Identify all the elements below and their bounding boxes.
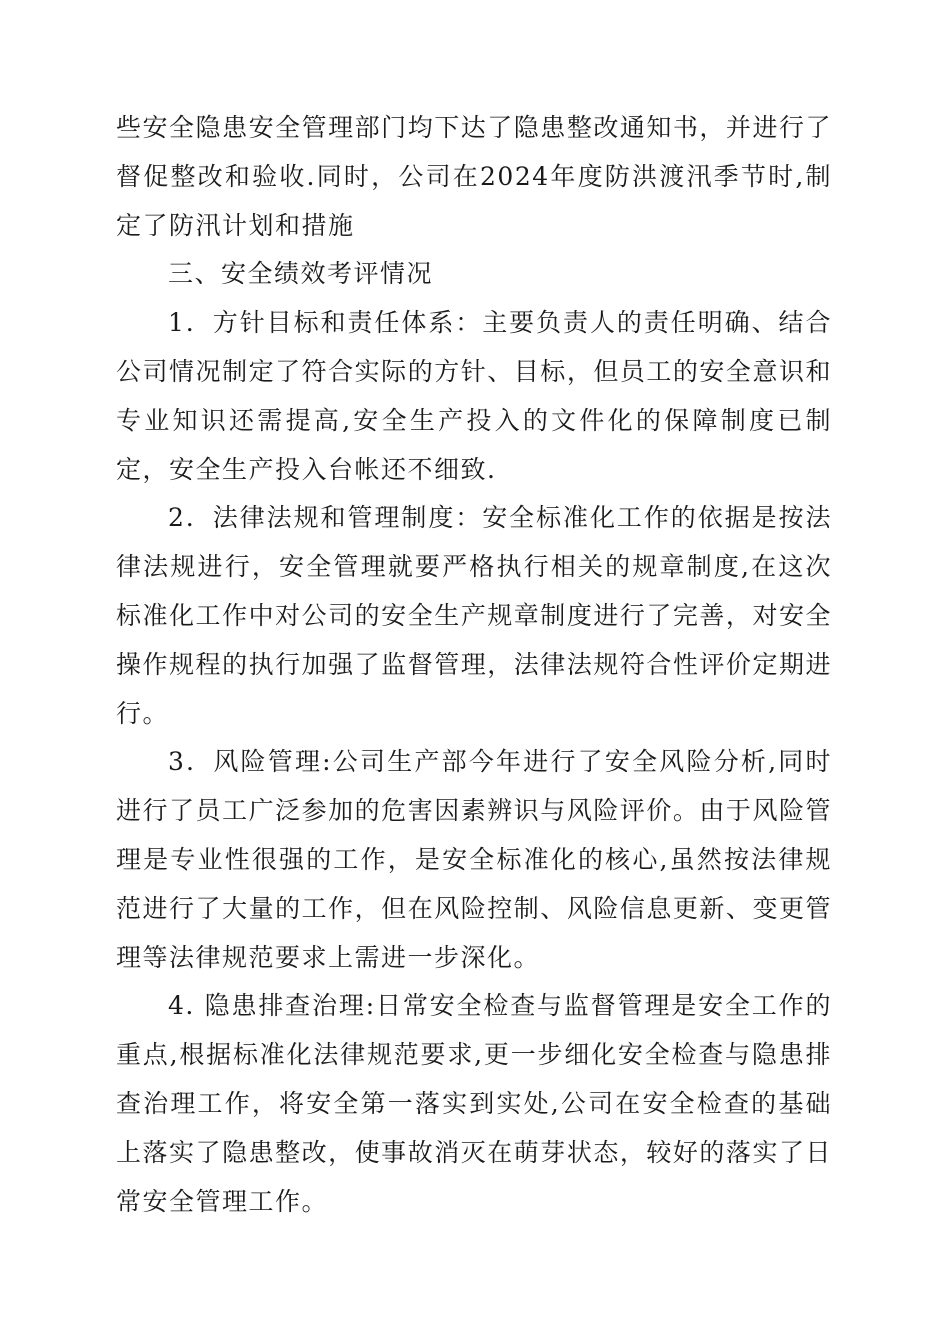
- item-paragraph-4: 4. 隐患排查治理:日常安全检查与监督管理是安全工作的重点,根据标准化法律规范要求,更一步细化安全检查与隐患排查治理工作，将安全第一落实到实处,公司在安全检查的基础上落实了隐患整改，使事故消灭在萌芽状态，较好的落实了日常安全管理工作。: [116, 991, 832, 1216]
- continuation-paragraph: 些安全隐患安全管理部门均下达了隐患整改通知书，并进行了督促整改和验收.同时，公司在2024年度防洪渡汛季节时,制定了防汛计划和措施: [116, 113, 832, 240]
- item-paragraph-3: 3．风险管理:公司生产部今年进行了安全风险分析,同时进行了员工广泛参加的危害因素辨识与风险评价。由于风险管理是专业性很强的工作，是安全标准化的核心,虽然按法律规范进行了大量的工作，但在风险控制、风险信息更新、变更管理等法律规范要求上需进一步深化。: [116, 747, 832, 972]
- section-heading: 三、安全绩效考评情况: [168, 259, 434, 289]
- item-paragraph-1: 1．方针目标和责任体系：主要负责人的责任明确、结合公司情况制定了符合实际的方针、目标，但员工的安全意识和专业知识还需提高,安全生产投入的文件化的保障制度已制定，安全生产投入台帐还不细致.: [116, 308, 832, 484]
- item-paragraph-2: 2．法律法规和管理制度：安全标准化工作的依据是按法律法规进行，安全管理就要严格执行相关的规章制度,在这次标准化工作中对公司的安全生产规章制度进行了完善，对安全操作规程的执行加强了监督管理，法律法规符合性评价定期进行。: [116, 503, 832, 728]
- document-body: [116, 104, 832, 1226]
